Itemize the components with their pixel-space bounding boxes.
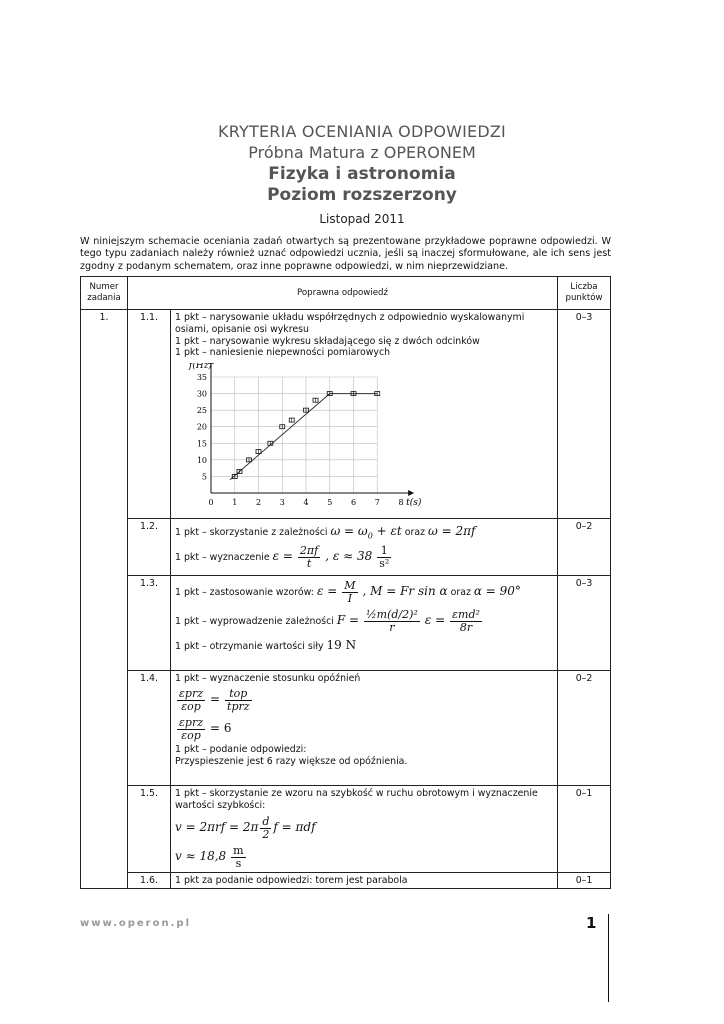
formula: v ≈ 18,8 $\frac{m}{s}$ <box>175 843 244 870</box>
header-date: Listopad 2011 <box>319 212 405 226</box>
points-cell: 0–3 <box>558 576 611 671</box>
chart-container <box>175 363 553 516</box>
answer-cell <box>171 576 558 671</box>
points-cell: 0–1 <box>558 786 611 873</box>
x-tick-label: 4 <box>303 498 309 508</box>
answer-line: 1 pkt – wyprowadzenie zależności F = $\frac{\text{½m(d/2)²}}{r}$ ε = $\frac{\text{εmd²}}{8r}$ <box>175 608 480 635</box>
frequency-time-chart <box>175 363 425 513</box>
points-cell: 0–2 <box>558 671 611 786</box>
x-tick-label: 0 <box>208 498 214 508</box>
task-number: 1. <box>81 310 128 889</box>
answer-cell <box>171 671 558 786</box>
header-title: KRYTERIA OCENIANIA ODPOWIEDZI <box>218 122 506 141</box>
x-axis-label: t(s) <box>406 498 422 509</box>
x-tick-label: 5 <box>327 498 333 508</box>
subtask-number: 1.3. <box>128 576 171 671</box>
formula: $\frac{\text{εprz}}{\text{εop}}$ = 6 <box>179 715 232 742</box>
answer-line: 1 pkt – skorzystanie z zależności $\omega = \omega_0 + \varepsilon t$ oraz ω = 2πf <box>175 524 476 541</box>
table-row <box>81 872 611 888</box>
table-row <box>81 576 611 671</box>
subtask-number: 1.1. <box>128 310 171 519</box>
answer-line: 1 pkt – otrzymanie wartości siły 19 N <box>175 638 357 653</box>
table-row <box>81 671 611 786</box>
subtask-number: 1.4. <box>128 671 171 786</box>
y-tick-label: 20 <box>196 422 207 432</box>
header-answer: Poprawna odpowiedź <box>128 277 558 310</box>
x-axis-arrow <box>408 490 414 496</box>
table-row <box>81 519 611 576</box>
answer-line: 1 pkt – podanie odpowiedzi: <box>175 743 307 755</box>
formula: v = 2πrf = 2π $\frac{d}{2}$ f = πdf <box>175 814 316 841</box>
table-row <box>81 310 611 519</box>
x-tick-label: 1 <box>232 498 238 508</box>
answer-line: Przyspieszenie jest 6 razy większe od opóźnienia. <box>175 755 408 767</box>
x-tick-label: 6 <box>350 498 357 508</box>
table-row <box>81 786 611 873</box>
criteria-table <box>80 276 611 889</box>
y-tick-label: 30 <box>196 389 207 399</box>
header-points: Liczba punktów <box>558 277 611 310</box>
y-tick-label: 15 <box>196 439 207 449</box>
subtask-number: 1.6. <box>128 872 171 888</box>
y-tick-label: 35 <box>196 373 207 383</box>
footer-url: www.operon.pl <box>80 918 191 929</box>
header-subtitle: Próbna Matura z OPERONEM <box>248 143 476 162</box>
answer-cell <box>171 519 558 576</box>
x-tick-label: 2 <box>255 498 262 508</box>
answer-cell <box>171 786 558 873</box>
x-tick-label: 3 <box>279 498 285 508</box>
fit-line <box>230 394 377 480</box>
answer-line: 1 pkt – narysowanie układu współrzędnych z odpowiednio wyskalowanymi osiami, opisanie osi wykresu <box>175 312 525 335</box>
fraction: $\frac{2\pi f}{t}$ <box>299 543 319 570</box>
formula: $\frac{\text{εprz}}{\text{εop}}$ = $\frac{\text{top}}{\text{tprz}}$ <box>179 686 250 713</box>
answer-cell: 1 pkt za podanie odpowiedzi: torem jest parabola <box>171 872 558 888</box>
points-cell: 0–1 <box>558 872 611 888</box>
subtask-number: 1.5. <box>128 786 171 873</box>
unit-fraction: $\frac{1}{\text{s²}}$ <box>379 543 390 570</box>
page-number: 1 <box>586 914 597 932</box>
y-axis-label: f(Hz) <box>189 363 212 371</box>
answer-line: 1 pkt – wyznaczenie ε = $\frac{2\pi f}{t}$ , ε ≈ 38 $\frac{1}{\text{s²}}$ <box>175 543 390 570</box>
y-tick-label: 25 <box>196 406 207 416</box>
answer-line: 1 pkt – narysowanie wykresu składającego się z dwóch odcinków <box>175 335 480 347</box>
y-tick-label: 10 <box>196 456 207 466</box>
x-tick-label: 8 <box>398 498 404 508</box>
x-tick-label: 7 <box>374 498 380 508</box>
answer-line: 1 pkt – naniesienie niepewności pomiarowych <box>175 347 391 359</box>
margin-rule <box>608 914 609 1002</box>
intro-paragraph: W niniejszym schemacie oceniania zadań otwartych są prezentowane przykładowe poprawne odpowiedzi. W tego typu zadaniach należy również uznać odpowiedzi ucznia, jeśli są inaczej sformułowane, ale ich sens jest zgodny z podanym schematem, oraz inne poprawne odpowiedzi, w nim nieprzewidziane. <box>80 236 611 272</box>
points-cell: 0–3 <box>558 310 611 519</box>
answer-line: 1 pkt – skorzystanie ze wzoru na szybkość w ruchu obrotowym i wyznaczenie wartości szybkości: <box>175 788 538 811</box>
header-level: Poziom rozszerzony <box>267 185 457 205</box>
answer-line: 1 pkt – zastosowanie wzorów: ε = $\frac{M}{I}$ , M = Fr sin α oraz α = 90° <box>175 579 521 606</box>
points-cell: 0–2 <box>558 519 611 576</box>
header-subject: Fizyka i astronomia <box>268 164 456 184</box>
answer-cell <box>171 310 558 519</box>
answer-line: 1 pkt – wyznaczenie stosunku opóźnień <box>175 673 361 685</box>
table-header-row <box>81 277 611 310</box>
subtask-number: 1.2. <box>128 519 171 576</box>
header-task-number: Numer zadania <box>81 277 128 310</box>
y-tick-label: 5 <box>201 472 207 482</box>
